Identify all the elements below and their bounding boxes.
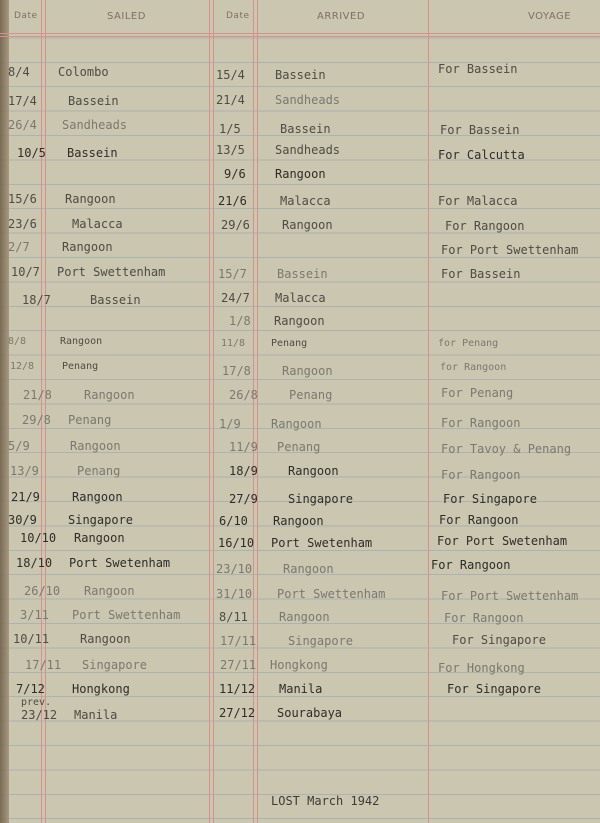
voyage: For Singapore [452,633,546,647]
arrived-port: Penang [277,440,321,454]
arrived-port: Manila [279,682,323,696]
arrived-port: Bassein [277,267,328,281]
sailed-port: Hongkong [72,682,130,696]
sailed-port: Rangoon [65,192,116,206]
sailed-port: Rangoon [84,584,135,598]
arrived-port: Bassein [280,122,331,136]
voyage: For Rangoon [439,513,519,527]
sailed-date: 13/9 [10,464,39,478]
arrived-date: 21/4 [216,93,245,107]
column-rule [257,0,258,823]
sailed-port: Singapore [68,513,134,527]
arrived-port: Bassein [275,68,326,82]
voyage: For Malacca [438,194,518,208]
arrived-port: Singapore [288,634,354,648]
arrived-date: 23/10 [216,562,253,576]
sailed-port: Bassein [67,146,118,160]
arrived-port: Rangoon [275,167,326,181]
voyage: For Port Swettenham [441,589,579,603]
arrived-date: 29/6 [221,218,250,232]
voyage: For Rangoon [431,558,511,572]
sailed-date: 30/9 [8,513,37,527]
arrived-port: Port Swetenham [271,536,373,550]
voyage: For Rangoon [444,611,524,625]
sailed-port: Port Swetenham [69,556,171,570]
voyage: For Bassein [441,267,521,281]
sailed-date: 10/5 [17,146,46,160]
arrived-date: 27/11 [220,658,257,672]
column-rule [253,0,254,823]
sailed-date: 2/7 [8,240,30,254]
arrived-port: Malacca [275,291,326,305]
voyage: for Rangoon [440,362,507,373]
arrived-port: Sandheads [275,143,341,157]
sailed-port: Rangoon [74,531,125,545]
sailed-port: Manila [74,708,118,722]
voyage: For Rangoon [445,219,525,233]
arrived-port: Rangoon [279,610,330,624]
sailed-date: 21/9 [11,490,40,504]
sailed-port: Port Swettenham [57,265,166,279]
arrived-port: Rangoon [271,417,322,431]
arrived-port: Penang [289,388,333,402]
voyage: For Singapore [443,492,537,506]
sailed-date: 12/8 [10,361,35,372]
arrived-port: Malacca [280,194,331,208]
header-date-sailed: Date [14,11,38,21]
arrived-port: Sourabaya [277,706,343,720]
header-arrived: ARRIVED [317,11,366,22]
sailed-date: 10/11 [13,632,50,646]
voyage: For Rangoon [441,468,521,482]
header-rule [0,36,600,37]
header-date-arrived: Date [226,11,250,21]
column-rule [428,0,429,823]
sailed-date: 15/6 [8,192,37,206]
sailed-date: 29/8 [22,413,51,427]
arrived-date: 15/7 [218,267,247,281]
voyage: For Tavoy & Penang [441,442,572,456]
arrived-date: 15/4 [216,68,245,82]
arrived-date: 9/6 [224,167,246,181]
arrived-date: 8/11 [219,610,248,624]
arrived-port: Rangoon [283,562,334,576]
arrived-date: 27/9 [229,492,258,506]
sailed-date: 26/10 [24,584,61,598]
arrived-port: Rangoon [282,364,333,378]
arrived-date: 21/6 [218,194,247,208]
column-rule [209,0,210,823]
sailed-port: Bassein [90,293,141,307]
arrived-port: Rangoon [288,464,339,478]
arrived-date: 11/9 [229,440,258,454]
sailed-port: Rangoon [70,439,121,453]
sailed-date: 18/10 [16,556,53,570]
sailed-date: 26/4 [8,118,37,132]
arrived-date: 18/9 [229,464,258,478]
arrived-date: 17/8 [222,364,251,378]
column-rule [213,0,214,823]
arrived-date: 27/12 [219,706,256,720]
sailed-port: Rangoon [62,240,113,254]
arrived-port: Rangoon [282,218,333,232]
arrived-date: 1/9 [219,417,241,431]
sailed-date: 10/10 [20,531,57,545]
sailed-date: 8/4 [8,65,30,79]
arrived-date: 24/7 [221,291,250,305]
voyage: For Hongkong [438,661,525,675]
arrived-date: 6/10 [219,514,248,528]
voyage: For Port Swettenham [441,243,579,257]
voyage: For Calcutta [438,148,525,162]
sailed-port: Rangoon [84,388,135,402]
voyage: For Bassein [438,62,518,76]
voyage: For Port Swetenham [437,534,568,548]
sailed-date: 23/12 [21,708,58,722]
sailed-date: 21/8 [23,388,52,402]
sailed-date: 8/8 [8,336,27,347]
sailed-port: Rangoon [60,336,103,347]
sailed-port: Penang [77,464,121,478]
sailed-port: Bassein [68,94,119,108]
arrived-date: 16/10 [218,536,255,550]
arrived-port: Penang [271,338,308,349]
sailed-date: 5/9 [8,439,30,453]
voyage: For Singapore [447,682,541,696]
voyage: For Bassein [440,123,520,137]
voyage: for Penang [438,338,499,349]
sailed-date: 23/6 [8,217,37,231]
sailed-date: 18/7 [22,293,51,307]
voyage: For Penang [441,386,514,400]
header-rule [0,33,600,34]
arrived-port: Rangoon [274,314,325,328]
arrived-date: 1/5 [219,122,241,136]
arrived-port: Sandheads [275,93,341,107]
sailed-date: 17/4 [8,94,37,108]
sailed-date: 17/11 [25,658,62,672]
arrived-port: Rangoon [273,514,324,528]
arrived-date: 11/8 [221,338,246,349]
sailed-port: Port Swettenham [72,608,181,622]
sailed-port: Penang [62,361,99,372]
arrived-date: 17/11 [220,634,257,648]
header-sailed: SAILED [107,11,146,22]
arrived-date: 11/12 [219,682,256,696]
sailed-port: Rangoon [72,490,123,504]
prev-note: prev. [21,697,52,708]
sailed-port: Singapore [82,658,148,672]
arrived-date: 1/8 [229,314,251,328]
arrived-date: 31/10 [216,587,253,601]
sailed-date: 10/7 [11,265,40,279]
sailed-port: Rangoon [80,632,131,646]
sailed-port: Penang [68,413,112,427]
voyage: For Rangoon [441,416,521,430]
arrived-date: 13/5 [216,143,245,157]
arrived-port: Hongkong [270,658,328,672]
sailed-port: Malacca [72,217,123,231]
sailed-date: 7/12 [16,682,45,696]
sailed-port: Colombo [58,65,109,79]
sailed-date: 3/11 [20,608,49,622]
arrived-date: 26/8 [229,388,258,402]
sailed-port: Sandheads [62,118,128,132]
header-voyage: VOYAGE [528,11,572,22]
arrived-port: Singapore [288,492,354,506]
arrived-port: Port Swettenham [277,587,386,601]
lost-note: LOST March 1942 [271,794,380,808]
